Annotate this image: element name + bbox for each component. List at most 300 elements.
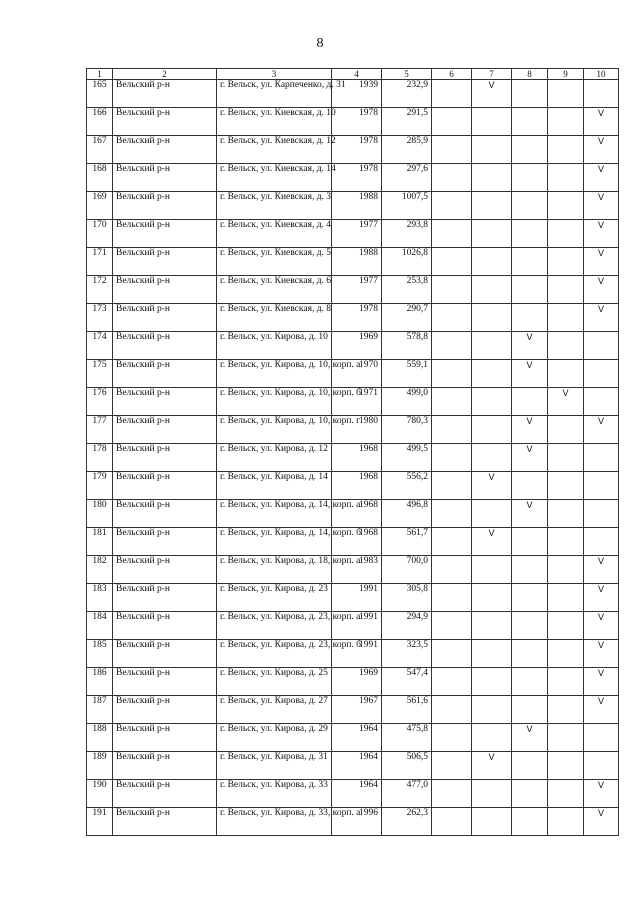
col7-mark <box>472 500 512 528</box>
area-cell: 700,0 <box>382 556 432 584</box>
area-cell: 290,7 <box>382 304 432 332</box>
col10-mark: V <box>584 108 619 136</box>
row-number: 188 <box>87 724 113 752</box>
col7-mark <box>472 220 512 248</box>
area-cell: 561,6 <box>382 696 432 724</box>
col7-mark <box>472 248 512 276</box>
district-cell: Вельский р-н <box>113 192 217 220</box>
col9-mark <box>548 192 584 220</box>
col7-mark <box>472 332 512 360</box>
district-cell: Вельский р-н <box>113 304 217 332</box>
district-cell: Вельский р-н <box>113 724 217 752</box>
address-cell: г. Вельск, ул. Киевская, д. 3 <box>217 192 332 220</box>
col8-mark <box>512 388 548 416</box>
col6-mark <box>432 500 472 528</box>
col10-mark: V <box>584 304 619 332</box>
year-cell: 1969 <box>332 332 382 360</box>
column-header: 6 <box>432 69 472 80</box>
col9-mark <box>548 724 584 752</box>
col10-mark <box>584 360 619 388</box>
col9-mark <box>548 808 584 836</box>
page-number: 8 <box>316 36 324 51</box>
year-cell: 1980 <box>332 416 382 444</box>
col10-mark: V <box>584 780 619 808</box>
area-cell: 262,3 <box>382 808 432 836</box>
row-number: 169 <box>87 192 113 220</box>
area-cell: 578,8 <box>382 332 432 360</box>
col8-mark <box>512 696 548 724</box>
col10-mark: V <box>584 220 619 248</box>
col6-mark <box>432 136 472 164</box>
row-number: 189 <box>87 752 113 780</box>
col8-mark: V <box>512 500 548 528</box>
col8-mark <box>512 668 548 696</box>
col9-mark <box>548 584 584 612</box>
col6-mark <box>432 248 472 276</box>
col7-mark <box>472 640 512 668</box>
year-cell: 1978 <box>332 108 382 136</box>
table-row <box>87 388 619 416</box>
row-number: 178 <box>87 444 113 472</box>
district-cell: Вельский р-н <box>113 556 217 584</box>
area-cell: 1026,8 <box>382 248 432 276</box>
col7-mark <box>472 192 512 220</box>
address-cell: г. Вельск, ул. Кирова, д. 12 <box>217 444 332 472</box>
table-row <box>87 304 619 332</box>
year-cell: 1991 <box>332 640 382 668</box>
table-row <box>87 668 619 696</box>
year-cell: 1971 <box>332 388 382 416</box>
table-row <box>87 192 619 220</box>
area-cell: 285,9 <box>382 136 432 164</box>
col9-mark <box>548 304 584 332</box>
area-cell: 291,5 <box>382 108 432 136</box>
col9-mark <box>548 556 584 584</box>
col6-mark <box>432 668 472 696</box>
row-number: 180 <box>87 500 113 528</box>
row-number: 183 <box>87 584 113 612</box>
row-number: 185 <box>87 640 113 668</box>
col6-mark <box>432 444 472 472</box>
address-cell: г. Вельск, ул. Киевская, д. 4 <box>217 220 332 248</box>
district-cell: Вельский р-н <box>113 360 217 388</box>
column-header: 7 <box>472 69 512 80</box>
col6-mark <box>432 528 472 556</box>
col9-mark <box>548 640 584 668</box>
column-header: 4 <box>332 69 382 80</box>
table-row <box>87 808 619 836</box>
row-number: 176 <box>87 388 113 416</box>
year-cell: 1968 <box>332 500 382 528</box>
district-cell: Вельский р-н <box>113 612 217 640</box>
col7-mark <box>472 724 512 752</box>
col9-mark <box>548 444 584 472</box>
col9-mark <box>548 276 584 304</box>
area-cell: 475,8 <box>382 724 432 752</box>
table-row <box>87 612 619 640</box>
address-cell: г. Вельск, ул. Кирова, д. 10, корп. б <box>217 388 332 416</box>
col6-mark <box>432 220 472 248</box>
col6-mark <box>432 640 472 668</box>
col6-mark <box>432 472 472 500</box>
col9-mark <box>548 248 584 276</box>
year-cell: 1977 <box>332 276 382 304</box>
col7-mark <box>472 556 512 584</box>
year-cell: 1988 <box>332 248 382 276</box>
col8-mark <box>512 220 548 248</box>
col7-mark <box>472 108 512 136</box>
table-row <box>87 640 619 668</box>
row-number: 179 <box>87 472 113 500</box>
col9-mark <box>548 360 584 388</box>
column-header: 10 <box>584 69 619 80</box>
area-cell: 559,1 <box>382 360 432 388</box>
col9-mark <box>548 780 584 808</box>
address-cell: г. Вельск, ул. Кирова, д. 25 <box>217 668 332 696</box>
col8-mark <box>512 808 548 836</box>
table-row <box>87 444 619 472</box>
address-cell: г. Вельск, ул. Кирова, д. 33, корп. а <box>217 808 332 836</box>
row-number: 174 <box>87 332 113 360</box>
row-number: 177 <box>87 416 113 444</box>
area-cell: 547,4 <box>382 668 432 696</box>
area-cell: 499,5 <box>382 444 432 472</box>
district-cell: Вельский р-н <box>113 416 217 444</box>
col9-mark <box>548 136 584 164</box>
year-cell: 1996 <box>332 808 382 836</box>
district-cell: Вельский р-н <box>113 80 217 108</box>
col8-mark <box>512 164 548 192</box>
year-cell: 1977 <box>332 220 382 248</box>
col10-mark <box>584 724 619 752</box>
col10-mark: V <box>584 808 619 836</box>
year-cell: 1968 <box>332 444 382 472</box>
col8-mark <box>512 612 548 640</box>
year-cell: 1978 <box>332 136 382 164</box>
district-cell: Вельский р-н <box>113 136 217 164</box>
year-cell: 1968 <box>332 472 382 500</box>
area-cell: 305,8 <box>382 584 432 612</box>
col8-mark: V <box>512 416 548 444</box>
col8-mark: V <box>512 332 548 360</box>
table-row <box>87 136 619 164</box>
column-header: 9 <box>548 69 584 80</box>
col9-mark <box>548 108 584 136</box>
area-cell: 496,8 <box>382 500 432 528</box>
table-row <box>87 164 619 192</box>
housing-registry-table <box>86 68 619 836</box>
col7-mark: V <box>472 472 512 500</box>
area-cell: 293,8 <box>382 220 432 248</box>
area-cell: 1007,5 <box>382 192 432 220</box>
col9-mark <box>548 164 584 192</box>
col10-mark <box>584 388 619 416</box>
column-header: 2 <box>113 69 217 80</box>
year-cell: 1983 <box>332 556 382 584</box>
col10-mark <box>584 472 619 500</box>
col9-mark <box>548 500 584 528</box>
col6-mark <box>432 360 472 388</box>
district-cell: Вельский р-н <box>113 248 217 276</box>
address-cell: г. Вельск, ул. Кирова, д. 27 <box>217 696 332 724</box>
col6-mark <box>432 108 472 136</box>
col8-mark <box>512 248 548 276</box>
col7-mark <box>472 668 512 696</box>
table-row <box>87 220 619 248</box>
table-row <box>87 276 619 304</box>
year-cell: 1991 <box>332 584 382 612</box>
col9-mark <box>548 416 584 444</box>
col7-mark: V <box>472 752 512 780</box>
col6-mark <box>432 332 472 360</box>
col8-mark <box>512 80 548 108</box>
district-cell: Вельский р-н <box>113 584 217 612</box>
col6-mark <box>432 304 472 332</box>
address-cell: г. Вельск, ул. Кирова, д. 29 <box>217 724 332 752</box>
col7-mark <box>472 136 512 164</box>
col8-mark <box>512 276 548 304</box>
district-cell: Вельский р-н <box>113 164 217 192</box>
column-header: 3 <box>217 69 332 80</box>
area-cell: 232,9 <box>382 80 432 108</box>
district-cell: Вельский р-н <box>113 640 217 668</box>
area-cell: 780,3 <box>382 416 432 444</box>
address-cell: г. Вельск, ул. Кирова, д. 33 <box>217 780 332 808</box>
row-number: 172 <box>87 276 113 304</box>
address-cell: г. Вельск, ул. Кирова, д. 23 <box>217 584 332 612</box>
col7-mark <box>472 388 512 416</box>
table-row <box>87 80 619 108</box>
area-cell: 297,6 <box>382 164 432 192</box>
col7-mark: V <box>472 528 512 556</box>
table-row <box>87 472 619 500</box>
col7-mark <box>472 276 512 304</box>
col8-mark: V <box>512 724 548 752</box>
year-cell: 1964 <box>332 780 382 808</box>
year-cell: 1969 <box>332 668 382 696</box>
table-row <box>87 780 619 808</box>
col6-mark <box>432 780 472 808</box>
district-cell: Вельский р-н <box>113 220 217 248</box>
col10-mark: V <box>584 696 619 724</box>
col10-mark <box>584 444 619 472</box>
row-number: 165 <box>87 80 113 108</box>
col9-mark <box>548 220 584 248</box>
table-row <box>87 248 619 276</box>
col10-mark: V <box>584 416 619 444</box>
district-cell: Вельский р-н <box>113 528 217 556</box>
col10-mark: V <box>584 136 619 164</box>
district-cell: Вельский р-н <box>113 668 217 696</box>
col10-mark: V <box>584 584 619 612</box>
col10-mark: V <box>584 192 619 220</box>
year-cell: 1939 <box>332 80 382 108</box>
col8-mark <box>512 584 548 612</box>
column-header: 5 <box>382 69 432 80</box>
district-cell: Вельский р-н <box>113 472 217 500</box>
col9-mark <box>548 668 584 696</box>
table-row <box>87 360 619 388</box>
col8-mark <box>512 640 548 668</box>
col8-mark <box>512 528 548 556</box>
district-cell: Вельский р-н <box>113 752 217 780</box>
address-cell: г. Вельск, ул. Кирова, д. 10, корп. г <box>217 416 332 444</box>
address-cell: г. Вельск, ул. Киевская, д. 8 <box>217 304 332 332</box>
col7-mark <box>472 612 512 640</box>
year-cell: 1964 <box>332 724 382 752</box>
row-number: 175 <box>87 360 113 388</box>
col7-mark <box>472 304 512 332</box>
col7-mark <box>472 808 512 836</box>
district-cell: Вельский р-н <box>113 780 217 808</box>
address-cell: г. Вельск, ул. Киевская, д. 5 <box>217 248 332 276</box>
col10-mark <box>584 332 619 360</box>
address-cell: г. Вельск, ул. Кирова, д. 18, корп. а <box>217 556 332 584</box>
district-cell: Вельский р-н <box>113 500 217 528</box>
row-number: 181 <box>87 528 113 556</box>
district-cell: Вельский р-н <box>113 276 217 304</box>
col6-mark <box>432 80 472 108</box>
col10-mark <box>584 80 619 108</box>
address-cell: г. Вельск, ул. Кирова, д. 23, корп. б <box>217 640 332 668</box>
area-cell: 323,5 <box>382 640 432 668</box>
area-cell: 561,7 <box>382 528 432 556</box>
col9-mark <box>548 612 584 640</box>
address-cell: г. Вельск, ул. Карпеченко, д. 31 <box>217 80 332 108</box>
table-row <box>87 584 619 612</box>
row-number: 186 <box>87 668 113 696</box>
address-cell: г. Вельск, ул. Кирова, д. 31 <box>217 752 332 780</box>
address-cell: г. Вельск, ул. Кирова, д. 14 <box>217 472 332 500</box>
col9-mark: V <box>548 388 584 416</box>
row-number: 182 <box>87 556 113 584</box>
address-cell: г. Вельск, ул. Кирова, д. 14, корп. а <box>217 500 332 528</box>
col8-mark <box>512 472 548 500</box>
col10-mark <box>584 528 619 556</box>
col9-mark <box>548 332 584 360</box>
address-cell: г. Вельск, ул. Киевская, д. 10 <box>217 108 332 136</box>
col6-mark <box>432 388 472 416</box>
col7-mark <box>472 416 512 444</box>
col8-mark <box>512 136 548 164</box>
col6-mark <box>432 752 472 780</box>
col6-mark <box>432 808 472 836</box>
row-number: 191 <box>87 808 113 836</box>
table-body <box>87 80 619 836</box>
col6-mark <box>432 724 472 752</box>
district-cell: Вельский р-н <box>113 696 217 724</box>
year-cell: 1991 <box>332 612 382 640</box>
row-number: 167 <box>87 136 113 164</box>
col7-mark <box>472 164 512 192</box>
district-cell: Вельский р-н <box>113 108 217 136</box>
col7-mark <box>472 696 512 724</box>
col7-mark: V <box>472 80 512 108</box>
area-cell: 294,9 <box>382 612 432 640</box>
col6-mark <box>432 556 472 584</box>
col10-mark <box>584 752 619 780</box>
col6-mark <box>432 192 472 220</box>
col8-mark <box>512 304 548 332</box>
table-row <box>87 556 619 584</box>
year-cell: 1964 <box>332 752 382 780</box>
table-row <box>87 416 619 444</box>
area-cell: 477,0 <box>382 780 432 808</box>
table-row <box>87 528 619 556</box>
row-number: 190 <box>87 780 113 808</box>
table-row <box>87 500 619 528</box>
area-cell: 506,5 <box>382 752 432 780</box>
col8-mark <box>512 108 548 136</box>
col7-mark <box>472 780 512 808</box>
col9-mark <box>548 472 584 500</box>
col6-mark <box>432 584 472 612</box>
year-cell: 1968 <box>332 528 382 556</box>
address-cell: г. Вельск, ул. Кирова, д. 23, корп. а <box>217 612 332 640</box>
col6-mark <box>432 416 472 444</box>
year-cell: 1978 <box>332 164 382 192</box>
column-header: 8 <box>512 69 548 80</box>
table-row <box>87 332 619 360</box>
area-cell: 499,0 <box>382 388 432 416</box>
col6-mark <box>432 696 472 724</box>
table-row <box>87 696 619 724</box>
col10-mark: V <box>584 276 619 304</box>
col8-mark <box>512 780 548 808</box>
district-cell: Вельский р-н <box>113 388 217 416</box>
col6-mark <box>432 164 472 192</box>
col8-mark: V <box>512 444 548 472</box>
table-row <box>87 752 619 780</box>
col9-mark <box>548 528 584 556</box>
col7-mark <box>472 584 512 612</box>
col8-mark <box>512 752 548 780</box>
col6-mark <box>432 276 472 304</box>
address-cell: г. Вельск, ул. Киевская, д. 6 <box>217 276 332 304</box>
area-cell: 556,2 <box>382 472 432 500</box>
row-number: 170 <box>87 220 113 248</box>
col7-mark <box>472 444 512 472</box>
col8-mark: V <box>512 360 548 388</box>
area-cell: 253,8 <box>382 276 432 304</box>
header-row <box>87 69 619 80</box>
col10-mark: V <box>584 556 619 584</box>
row-number: 166 <box>87 108 113 136</box>
address-cell: г. Вельск, ул. Киевская, д. 14 <box>217 164 332 192</box>
col9-mark <box>548 696 584 724</box>
col8-mark <box>512 556 548 584</box>
row-number: 173 <box>87 304 113 332</box>
year-cell: 1978 <box>332 304 382 332</box>
year-cell: 1970 <box>332 360 382 388</box>
row-number: 184 <box>87 612 113 640</box>
district-cell: Вельский р-н <box>113 444 217 472</box>
address-cell: г. Вельск, ул. Киевская, д. 12 <box>217 136 332 164</box>
year-cell: 1967 <box>332 696 382 724</box>
col10-mark: V <box>584 612 619 640</box>
col10-mark: V <box>584 668 619 696</box>
col10-mark <box>584 500 619 528</box>
col8-mark <box>512 192 548 220</box>
col10-mark: V <box>584 164 619 192</box>
col10-mark: V <box>584 640 619 668</box>
col6-mark <box>432 612 472 640</box>
address-cell: г. Вельск, ул. Кирова, д. 10, корп. а <box>217 360 332 388</box>
col10-mark: V <box>584 248 619 276</box>
table-row <box>87 724 619 752</box>
row-number: 171 <box>87 248 113 276</box>
row-number: 187 <box>87 696 113 724</box>
